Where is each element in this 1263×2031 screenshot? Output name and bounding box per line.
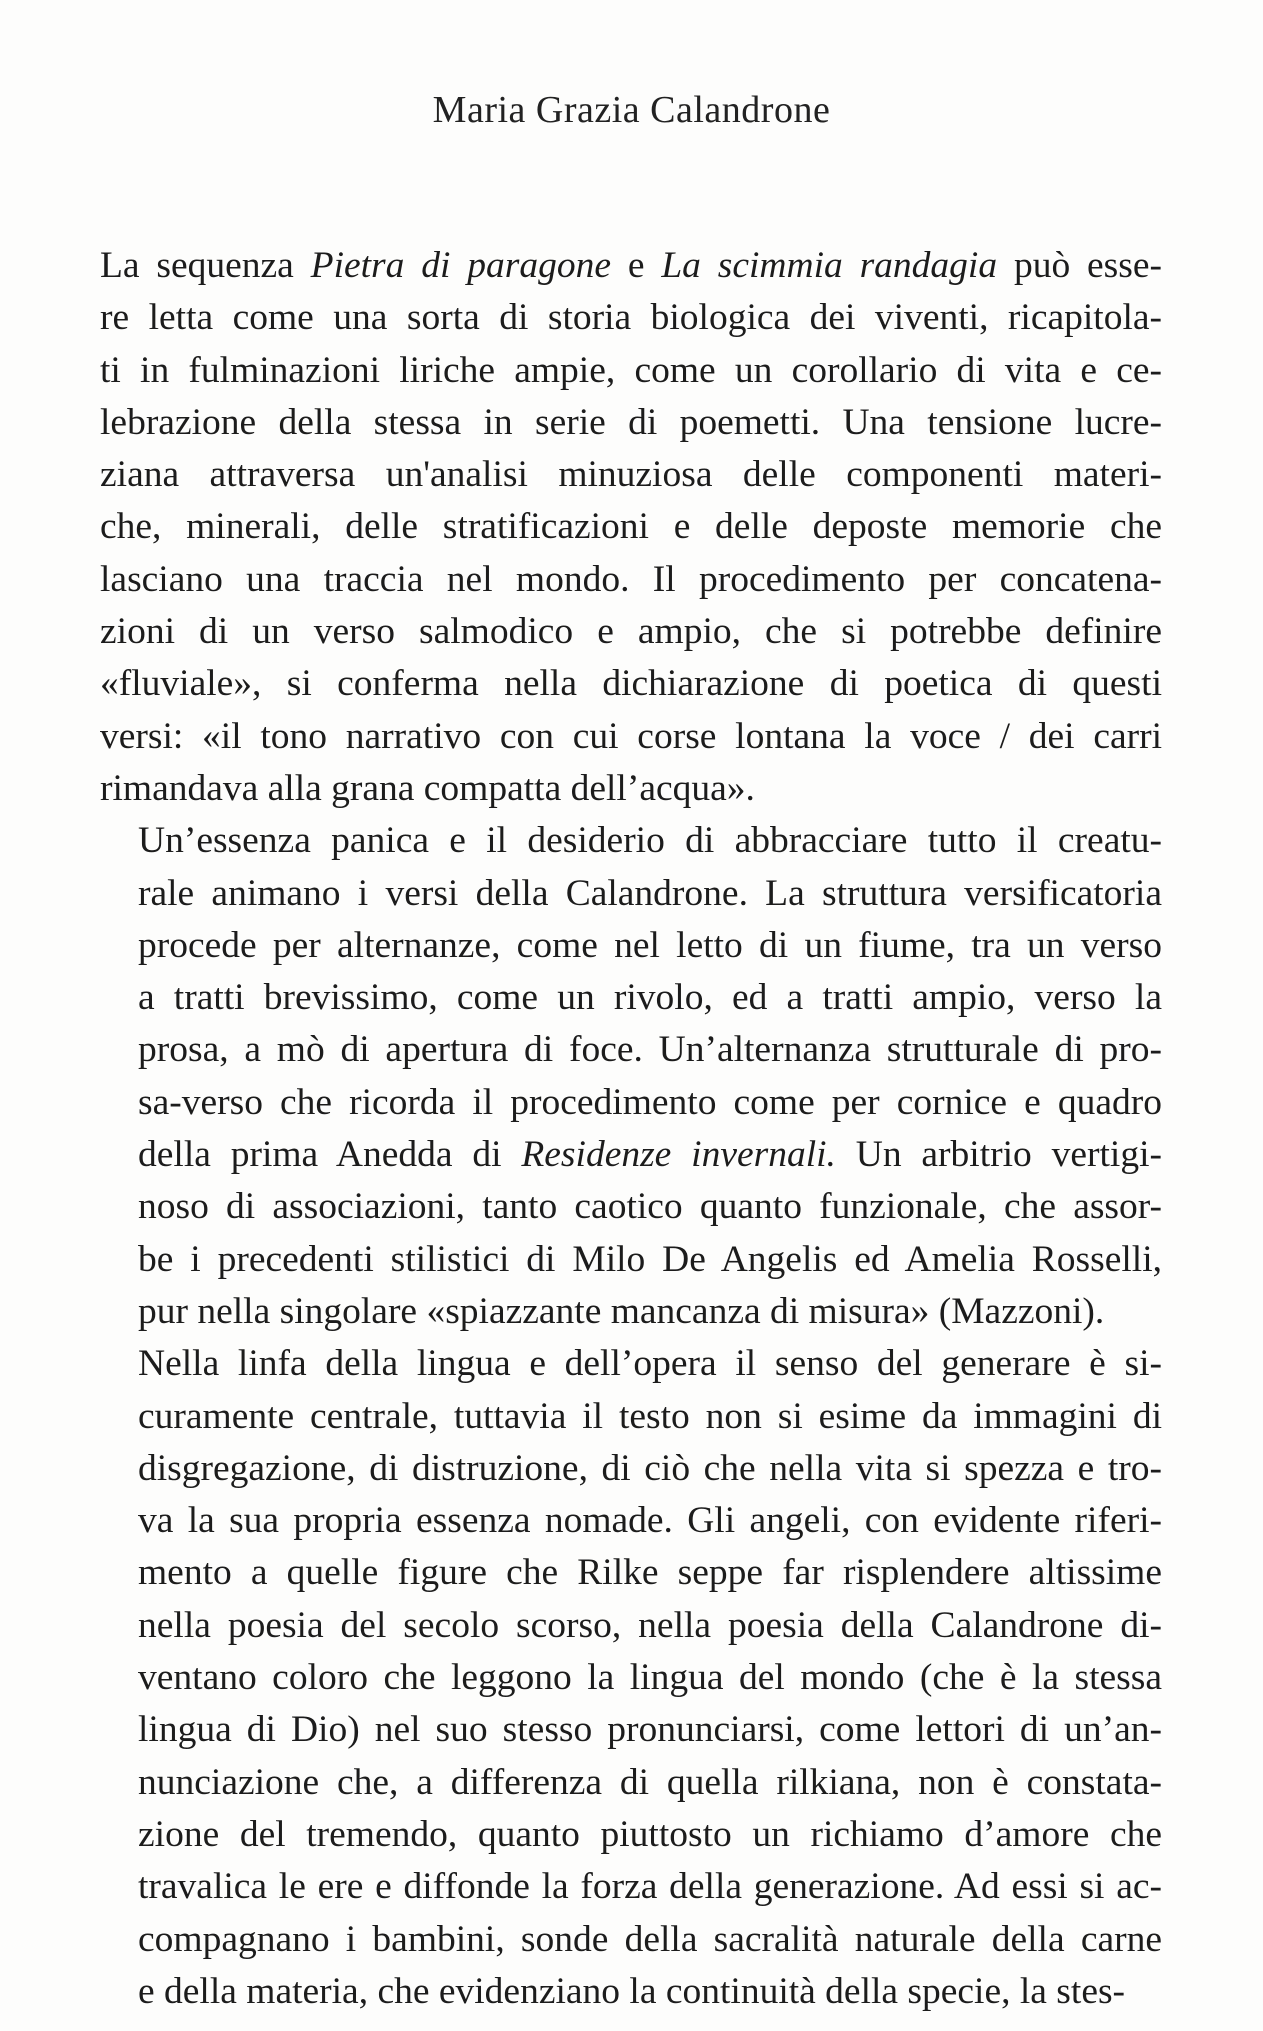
text-line: sa-verso che ricorda il procedimento come per cornice e quadro <box>138 1081 1162 1123</box>
text-line: della prima Anedda di Residenze invernali. Un arbitrio vertigi- <box>138 1134 1162 1176</box>
text-line: lebrazione della stessa in serie di poemetti. Una tensione lucre- <box>100 401 1162 443</box>
italic-title: La scimmia randagia <box>661 245 998 286</box>
text-line: disgregazione, di distruzione, di ciò che nella vita si spezza e tro- <box>138 1447 1162 1489</box>
text-line: curamente centrale, tuttavia il testo non si esime da immagini di <box>138 1395 1162 1437</box>
text-line: mento a quelle figure che Rilke seppe far risplendere altissime <box>138 1552 1162 1594</box>
text-line: re letta come una sorta di storia biologica dei viventi, ricapitola- <box>100 297 1162 339</box>
italic-title: Residenze invernali. <box>521 1134 836 1176</box>
text-line: lingua di Dio) nel suo stesso pronunciarsi, come lettori di un’an- <box>138 1709 1162 1751</box>
paragraph-3 <box>100 1338 1162 2018</box>
text-line: ti in fulminazioni liriche ampie, come un corollario di vita e ce- <box>100 349 1162 391</box>
text-line: travalica le ere e diffonde la forza della generazione. Ad essi si ac- <box>138 1866 1162 1908</box>
text-line: ventano coloro che leggono la lingua del mondo (che è la stessa <box>138 1657 1162 1699</box>
text-line: che, minerali, delle stratificazioni e delle deposte memorie che <box>100 506 1162 548</box>
text-line: procede per alternanze, come nel letto di un fiume, tra un verso <box>138 924 1162 966</box>
text-line: a tratti brevissimo, come un rivolo, ed a tratti ampio, verso la <box>138 977 1162 1019</box>
text-line: «fluviale», si conferma nella dichiarazione di poetica di questi <box>100 663 1162 705</box>
text-line: zioni di un verso salmodico e ampio, che si potrebbe definire <box>100 611 1162 653</box>
text-line: pur nella singolare «spiazzante mancanza di misura» (Mazzoni). <box>138 1290 1105 1332</box>
text-line: La sequenza Pietra di paragone e La scimmia randagia può esse- <box>100 245 1163 286</box>
text-line: rale animano i versi della Calandrone. La struttura versificatoria <box>138 872 1162 914</box>
text-line: noso di associazioni, tanto caotico quanto funzionale, che assor- <box>138 1186 1162 1228</box>
text-line: be i precedenti stilistici di Milo De Angelis ed Amelia Rosselli, <box>138 1238 1162 1280</box>
text-line: zione del tremendo, quanto piuttosto un richiamo d’amore che <box>138 1813 1162 1855</box>
text-line: va la sua propria essenza nomade. Gli angeli, con evidente riferi- <box>138 1500 1162 1542</box>
text-line: versi: «il tono narrativo con cui corse lontana la voce / dei carri <box>100 715 1162 757</box>
text-line: e della materia, che evidenziano la continuità della specie, la stes- <box>138 1970 1126 2012</box>
text-line: ziana attraversa un'analisi minuziosa delle componenti materi- <box>100 454 1162 496</box>
text-line: compagnano i bambini, sonde della sacralità naturale della carne <box>138 1918 1162 1960</box>
paragraph-1 <box>100 240 1162 815</box>
italic-title: Pietra di paragone <box>310 245 611 286</box>
body-text <box>100 240 1162 2018</box>
text-line: Un’essenza panica e il desiderio di abbracciare tutto il creatu- <box>138 820 1162 862</box>
text-line: rimandava alla grana compatta dell’acqua». <box>100 767 755 809</box>
running-head-author: Maria Grazia Calandrone <box>432 89 831 131</box>
text-line: nella poesia del secolo scorso, nella poesia della Calandrone di- <box>138 1604 1162 1646</box>
text-line: nunciazione che, a differenza di quella rilkiana, non è constata- <box>138 1761 1162 1803</box>
text-line: prosa, a mò di apertura di foce. Un’alternanza strutturale di pro- <box>138 1029 1162 1071</box>
text-line: Nella linfa della lingua e dell’opera il senso del generare è si- <box>138 1343 1162 1385</box>
text-line: lasciano una traccia nel mondo. Il procedimento per concatena- <box>100 558 1162 600</box>
paragraph-2 <box>100 815 1162 1338</box>
